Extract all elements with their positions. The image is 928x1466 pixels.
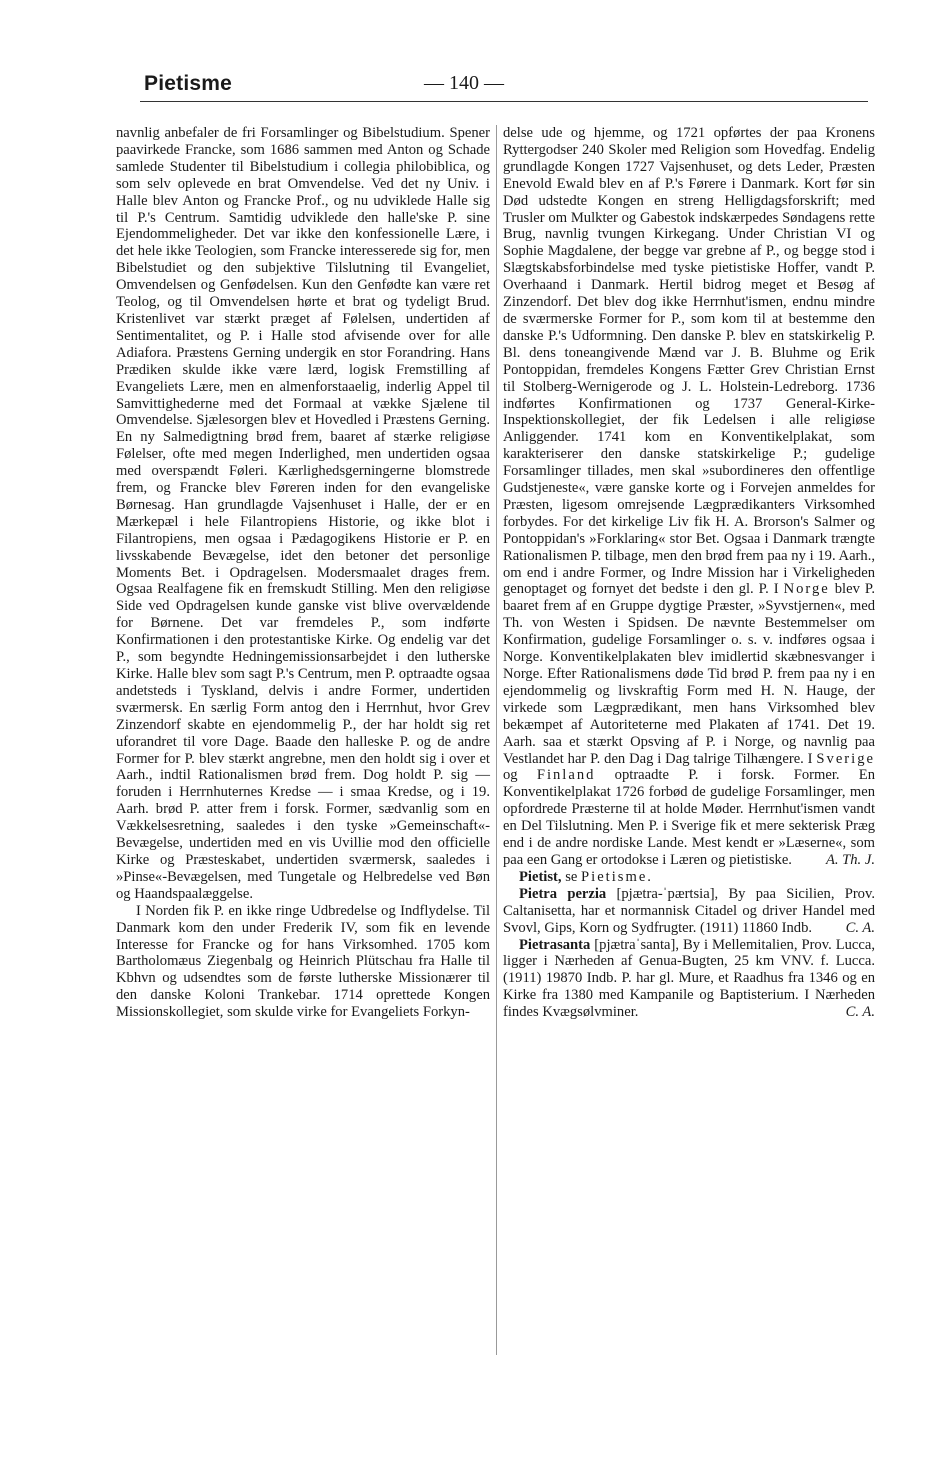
page-number: — 140 — [424,72,504,94]
left-paragraph-1: navnlig anbefaler de fri Forsamlinger og Bibelstudium. Spener paavirkede Francke, som 1686 sammen med Anton og Schade samlede Studenter til Bibelstudium i collegia philobiblica, og som selv oplevede en brat Omvendelse. Ved det ny Univ. i Halle blev Anton og Francke Prof., og nu udviklede Halle sig til P.'s Centrum. Samtidig udviklede den halle'ske P. sine Ejendommeligheder. Det var ikke den konfessionelle Lære, i det hele ikke Teologien, som Francke interesserede sig for, men Bibelstudiet og den subjektive Tilslutning til Evangeliet, Omvendelsen og Genfødelsen. Kun den Genfødte kan være ret Teolog, og til Omvendelsen hørte et brat og tydeligt Brud. Kristenlivet var stærkt præget af Følelsen, undertiden af Sentimentalitet, og P. i Halle stod afvisende over for alle Adiafora. Præstens Gerning undergik en stor Forandring. Hans Prædiken skulde ikke være lærd, logisk Fremstilling af Evangeliets Lære, men en almenforstaaelig, inderlig Appel til Samvittighederne med det Formaal at vække Sjælene til Omvendelse. Sjælesorgen blev et Hovedled i Præstens Gerning. En ny Salmedigtning brød frem, baaret af stærke religiøse Følelser, ofte med megen Inderlighed, men undertiden ogsaa med overspændt Føleri. Kærlighedsgerningerne blomstrede frem, og Francke blev Føreren inden for den evangeliske Børnesag. Han grundlagde Vajsenhuset i Halle, der er en Mærkepæl i hele Filantropiens Historie, og ikke blot i Filantropiens, men ogsaa i Pædagogikens Historie er P. en livsskabende Bevægelse, idet den betoner det personlige Moments Bet. i Opdragelsen. Modersmaalet drages frem. Ogsaa Realfagene fik en fremskudt Stilling. Men den religiøse Side ved Opdragelsen kunde ganske vist blive overvældende for Børnene. Det var fremdeles P., som indførte Konfirmationen i den protestantiske Kirke. Og endelig var det P., som begyndte Hedningemissionsarbejdet i den lutherske Kirke. Halle blev som sagt P.'s Centrum, men P. optraadte ogsaa andetsteds i Tyskland, delvis i andre Former, undertiden sværmersk. En særlig Form antog den i Herrnhut, hvor Grev Zinzendorf skabte en ejendommelig P., der har holdt sig ret uforandret til vore Dage. Baade den halleske P. og de andre Former for P. blev stærkt angrebne, men den holdt sig i over et Aarh., indtil Rationalismen brød frem. Dog holdt P. sig — foruden i Herrnhuternes Kredse — i smaa Kredse, og i 19. Aarh. brød P. atter frem i forsk. Former, sædvanlig som en Vækkelsesretning, saaledes i den tyske »Gemeinschaft«-Bevægelse, undertiden med en vis Uvillie mod den officielle Kirke og Præsteskabet, undertiden sværmersk, saaledes i »Pinse«-Bevægelsen, med Tungetale og Helbredelse ved Bøn og Haandspaalæggelse. [116,125,490,902]
country-norge: Norge [783,581,830,598]
running-head-title: Pietisme [144,72,232,95]
column-divider [496,125,497,1355]
entry-pietist-body: se [561,868,582,885]
left-column [116,125,490,1021]
headword-pietra-perzia: Pietra perzia [519,885,607,902]
signature-ca-2: C. A. [845,1004,875,1021]
left-paragraph-2: I Norden fik P. en ikke ringe Udbredelse og Indflydelse. Til Danmark kom den under Frederik IV, som fik en levende Interesse for Francke og for hans Virksomhed. 1705 kom Bartholomæus Ziegenbalg og Heinrich Plütschau fra Halle til Kbhvn og udsendtes som de første lutherske Missionærer til den danske Koloni Trankebar. 1714 oprettede Kongen Missionskollegiet, som skulde virke for Evangeliets Forkyn- [116,902,490,1021]
entry-pietist [503,869,875,886]
right-text-og: og [503,767,537,784]
entry-pietrasanta [503,937,875,1022]
headword-pietist: Pietist, [519,868,562,885]
signature-ca-1: C. A. [845,919,875,936]
signature-ath: A. Th. J. [825,851,875,868]
entry-pietra-perzia-body: [pjætra-ˈpærtsia], By paa Sicilien, Prov. Caltanisetta, har et normannisk Citadel og driver Handel med Svovl, Gips, Korn og Sydfrugter. (1911) 11860 Indb. [503,885,875,936]
headword-pietrasanta: Pietrasanta [519,936,591,953]
right-text-b: blev P. baaret frem af en Gruppe dygtige Præster, »Syvstjernen«, med Th. von Westen i Spidsen. De nævnte Bestemmelser om Konfirmation, gudelige Forsamlinger o. s. v. indføres ogsaa i Norge. Konventikelplakaten blev imidlertid skæbnesvanger i Norge. Efter Rationalismens døde Tid brød P. frem paa ny i en ejendommelig og livskraftig Form med H. N. Hauge, der virkede som Lægprædikant, men hans Virksomhed blev bekæmpet af Autoriteterne med Plakaten af 1741. Det 19. Aarh. saa et stærkt Opsving af P. i Norge, og navnlig paa Vestlandet har P. den Dag i Dag talrige Tilhængere. I [503,581,875,767]
right-text-c: optraadte P. i forsk. Former. En Konventikelplakat 1726 forbød de gudelige Forsamlinger, men opfordrede Præsterne til at holde Møder. Herrnhut'ismen vandt en Del Tilslutning. Men P. i Sverige fik et mere sekterisk Præg end i de andre nordiske Lande. Mest kendt er »Læserne«, som paa een Gang er ortodokse i Læren og pietistiske. [503,767,876,868]
entry-pietist-ref: Pietisme. [581,868,653,885]
entry-pietrasanta-body: [pjætraˈsanta], By i Mellemitalien, Prov. Lucca, ligger i Nærheden af Genua-Bugten, 25 km VNV. f. Lucca. (1911) 19870 Indb. P. har gl. Mure, et Raadhus fra 1346 og en Kirke fra 1380 med Kampanile og Baptisterium. I Nærheden findes Kvægsølvminer. [503,936,875,1021]
right-paragraph-1 [503,125,875,869]
right-column [503,125,875,1021]
country-finland: Finland [536,767,596,784]
entry-pietra-perzia [503,886,875,937]
right-text-a: delse ude og hjemme, og 1721 opførtes der paa Kronens Ryttergodser 240 Skoler med Religion som Hovedfag. Endelig grundlagde Kongen 1727 Vajsenhuset, og dets Leder, Præsten Enevold Ewald blev en af P.'s Førere i Danmark. Kort før sin Død udstedte Kongen en streng Helligdagsforskrift; med Trusler om Mulkter og Gabestok indskærpedes Søndagens rette Brug, navnlig tvungen Kirkegang. Under Christian VI og Sophie Magdalene, der begge var grebne af P., og begge stod i Slægtskabsforbindelse med tyske pietistiske Hoffer, vandt P. Overhaand i Danmark. Hertil bidrog meget et Besøg af Zinzendorf. Det blev dog ikke Herrnhut'ismen, endnu mindre de sværmerske Former for P., som kom til at bestemme den danske P.'s Udformning. Den danske P. blev en statskirkelig P. Bl. dens toneangivende Mænd var J. B. Bluhme og Erik Pontoppidan, fremdeles Kongens Fætter Grev Christian Ernst til Stolberg-Wernigerode og J. L. Holstein-Ledreborg. 1736 indførtes Konfirmationen og 1737 General-Kirke-Inspektionskollegiet, der fik Ledelsen i alle religiøse Anliggender. 1741 kom en Konventikelplakat, som karakteriserer den danske statskirkelige P.; gudelige Forsamlinger tillades, men skal »subordineres den offentlige Gudstjeneste«, være ganske korte og i Forvejen anmeldes for Præsten, ligesom omrejsende Lægprædikanters Virksomhed forbydes. For det kirkelige Liv fik H. A. Brorson's Salmer og Pontoppidan's »Forklaring« stor Bet. Ogsaa i Danmark trængte Rationalismen P. tilbage, men den brød frem paa ny i 19. Aarh., om end i andre Former, og Indre Mission har i Virkeligheden genoptaget og fornyet det bedste i den gl. P. I [503,125,875,598]
header-rule [140,101,868,102]
country-sverige: Sverige [816,750,875,767]
